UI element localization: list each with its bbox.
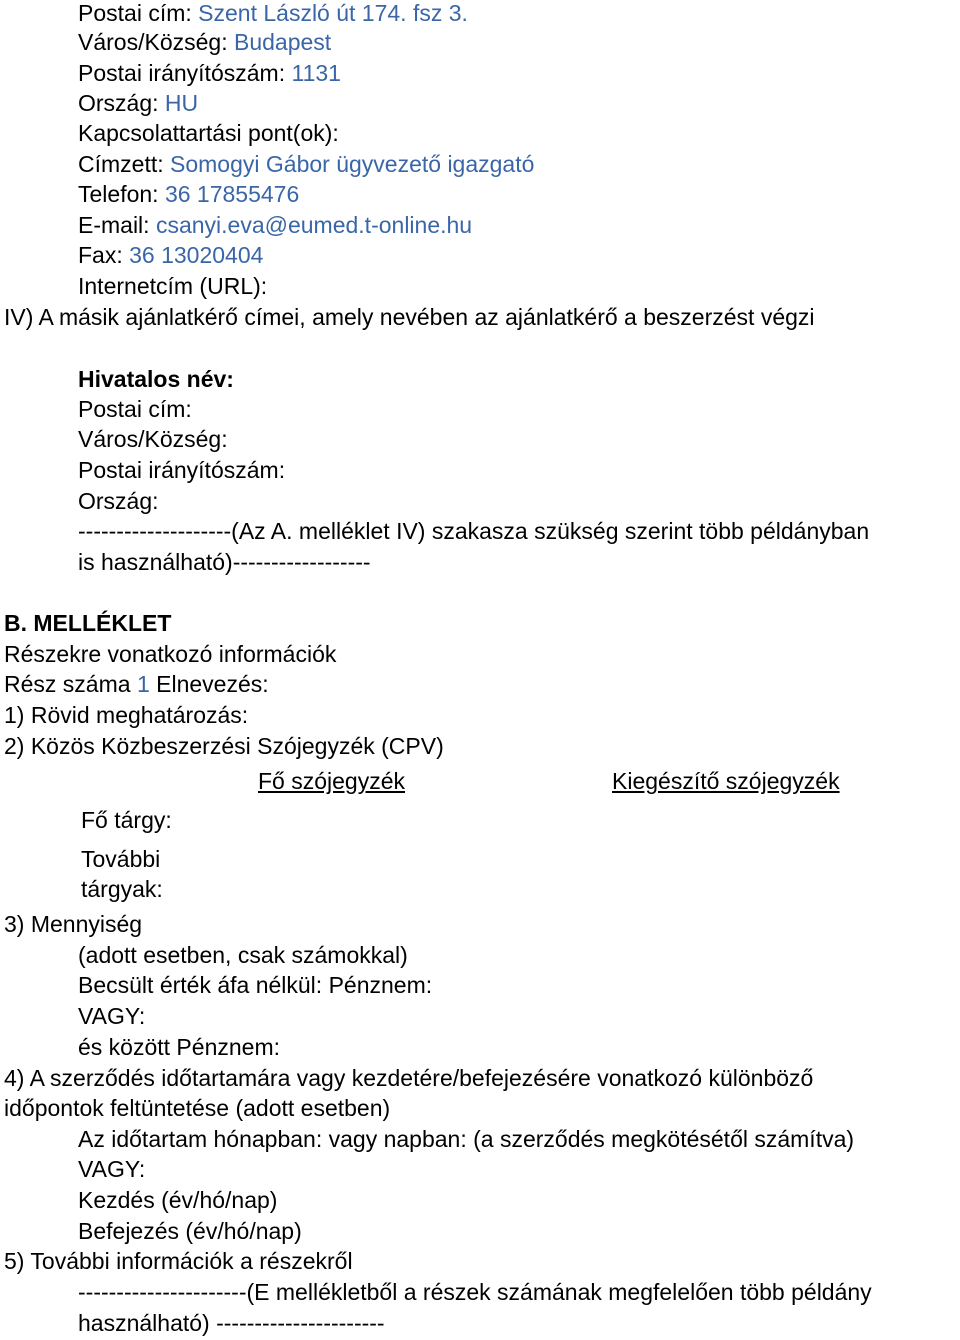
- iv-note-line-1: --------------------(Az A. melléklet IV) szakasza szükség szerint több példányban: [78, 518, 870, 544]
- zip-row: Postai irányítószám: 1131: [78, 60, 341, 86]
- item-4-line-1: 4) A szerződés időtartamára vagy kezdetére/befejezésére vonatkozó különböző: [4, 1065, 814, 1091]
- official-name-label: Hivatalos név:: [78, 366, 234, 392]
- cpv-supplementary-header: Kiegészítő szójegyzék: [612, 768, 840, 794]
- postal-address-value: Szent László út 174. fsz 3.: [198, 0, 468, 26]
- iv-postal-label: Postai cím:: [78, 396, 192, 422]
- item-3-note: (adott esetben, csak számokkal): [78, 942, 408, 968]
- item-3-quantity: 3) Mennyiség: [4, 911, 143, 937]
- country-value: HU: [164, 90, 199, 116]
- iv-city-label: Város/Község:: [78, 426, 228, 452]
- part-number-value: 1: [136, 671, 150, 697]
- phone-row: Telefon: 36 17855476: [78, 181, 300, 207]
- country-row: Ország: HU: [78, 90, 199, 116]
- annex-b-subtitle: Részekre vonatkozó információk: [4, 641, 337, 667]
- or-label-2: VAGY:: [78, 1156, 146, 1182]
- or-label-1: VAGY:: [78, 1003, 146, 1029]
- cpv-main-header: Fő szójegyzék: [258, 768, 406, 794]
- postal-address-row: Postai cím: Szent László út 174. fsz 3.: [78, 0, 468, 26]
- contact-points-label: Kapcsolattartási pont(ok):: [78, 120, 339, 146]
- item-5-further-info: 5) További információk a részekről: [4, 1248, 353, 1274]
- iv-note-line-2: is használható)------------------: [78, 549, 371, 575]
- part-number-row: Rész száma 1 Elnevezés:: [4, 671, 269, 697]
- annex-b-note-line-1: ----------------------(E mellékletből a részek számának megfelelően több példány: [78, 1279, 872, 1305]
- url-label: Internetcím (URL):: [78, 273, 268, 299]
- addressee-value: Somogyi Gábor ügyvezető igazgató: [170, 151, 535, 177]
- annex-b-note-line-2: használható) ----------------------: [78, 1310, 385, 1336]
- email-value: csanyi.eva@eumed.t-online.hu: [155, 212, 473, 238]
- fax-row: Fax: 36 13020404: [78, 242, 264, 268]
- fax-value: 36 13020404: [129, 242, 264, 268]
- city-value: Budapest: [233, 29, 332, 55]
- item-1-short-description: 1) Rövid meghatározás:: [4, 702, 249, 728]
- zip-value: 1131: [291, 60, 341, 86]
- email-row: E-mail: csanyi.eva@eumed.t-online.hu: [78, 212, 473, 238]
- main-object-label: Fő tárgy:: [81, 807, 172, 833]
- addressee-row: Címzett: Somogyi Gábor ügyvezető igazgató: [78, 151, 535, 177]
- further-objects-label-2: tárgyak:: [81, 876, 163, 902]
- duration-row: Az időtartam hónapban: vagy napban: (a szerződés megkötésétől számítva): [78, 1126, 855, 1152]
- estimated-value-row: Becsült érték áfa nélkül: Pénznem:: [78, 972, 433, 998]
- city-row: Város/Község: Budapest: [78, 29, 332, 55]
- section-iv-heading: IV) A másik ajánlatkérő címei, amely nevében az ajánlatkérő a beszerzést végzi: [4, 304, 815, 330]
- phone-value: 36 17855476: [164, 181, 300, 207]
- end-date-row: Befejezés (év/hó/nap): [78, 1218, 302, 1244]
- item-2-cpv: 2) Közös Közbeszerzési Szójegyzék (CPV): [4, 733, 444, 759]
- iv-zip-label: Postai irányítószám:: [78, 457, 286, 483]
- further-objects-label-1: További: [81, 846, 161, 872]
- annex-b-title: B. MELLÉKLET: [4, 610, 172, 636]
- item-4-line-2: időpontok feltüntetése (adott esetben): [4, 1095, 391, 1121]
- iv-country-label: Ország:: [78, 488, 159, 514]
- between-row: és között Pénznem:: [78, 1034, 280, 1060]
- start-date-row: Kezdés (év/hó/nap): [78, 1187, 278, 1213]
